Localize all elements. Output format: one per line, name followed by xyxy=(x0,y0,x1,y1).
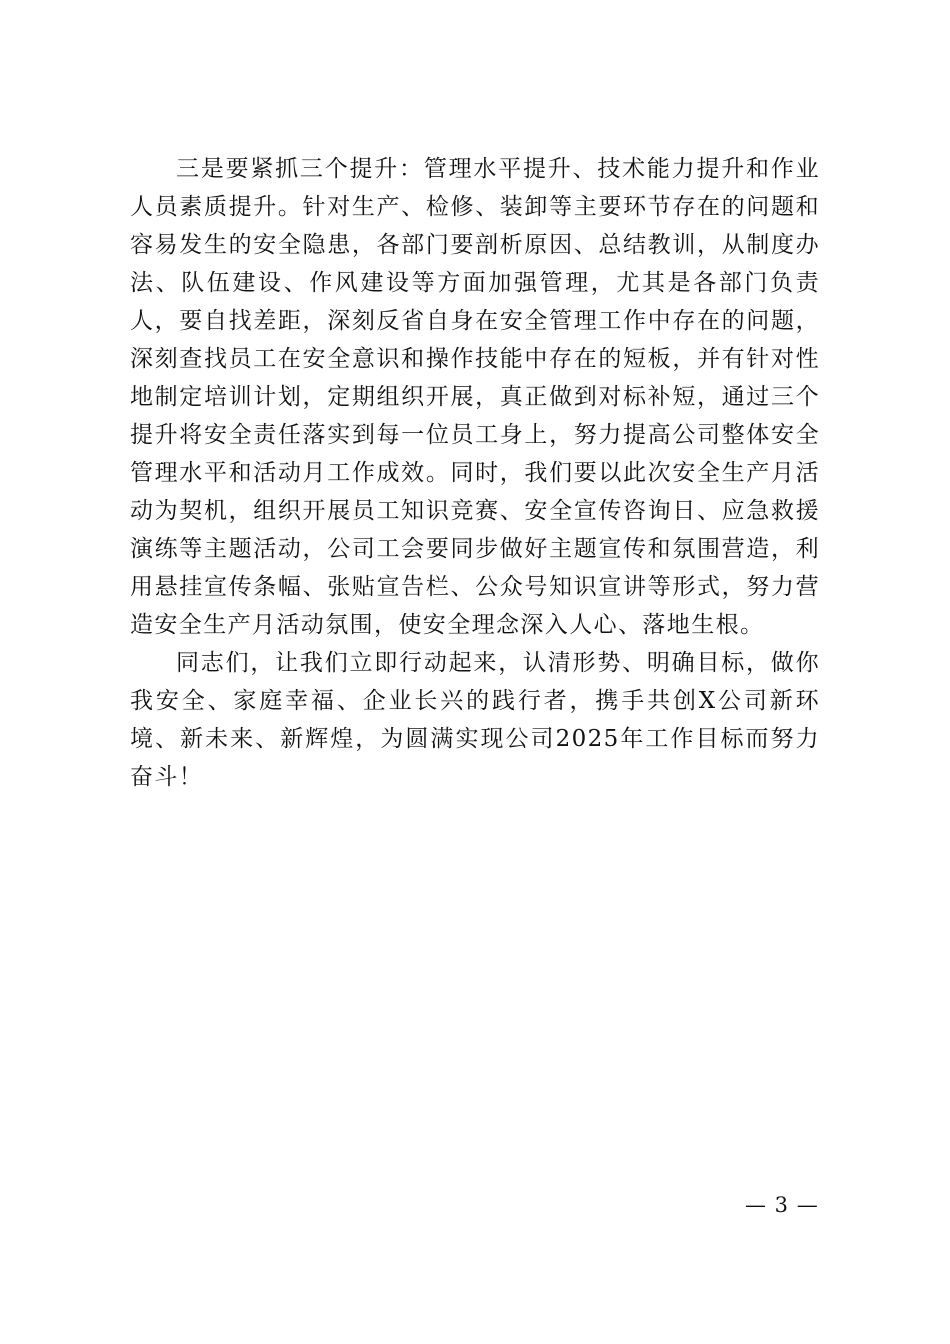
paragraph-closing-call: 同志们，让我们立即行动起来，认清形势、明确目标，做你我安全、家庭幸福、企业长兴的践行者，携手共创X公司新环境、新未来、新辉煌，为圆满实现公司2025年工作目标而努力奋斗！ xyxy=(130,650,820,790)
document-body xyxy=(130,150,820,796)
paragraph-three-improvements: 三是要紧抓三个提升：管理水平提升、技术能力提升和作业人员素质提升。针对生产、检修、装卸等主要环节存在的问题和容易发生的安全隐患，各部门要剖析原因、总结教训，从制度办法、队伍建设、作风建设等方面加强管理，尤其是各部门负责人，要自找差距，深刻反省自身在安全管理工作中存在的问题，深刻查找员工在安全意识和操作技能中存在的短板，并有针对性地制定培训计划，定期组织开展，真正做到对标补短，通过三个提升将安全责任落实到每一位员工身上，努力提高公司整体安全管理水平和活动月工作成效。同时，我们要以此次安全生产月活动为契机，组织开展员工知识竞赛、安全宣传咨询日、应急救援演练等主题活动，公司工会要同步做好主题宣传和氛围营造，利用悬挂宣传条幅、张贴宣告栏、公众号知识宣讲等形式，努力营造安全生产月活动氛围，使安全理念深入人心、落地生根。 xyxy=(130,156,820,638)
page-number: — 3 — xyxy=(745,1193,819,1217)
